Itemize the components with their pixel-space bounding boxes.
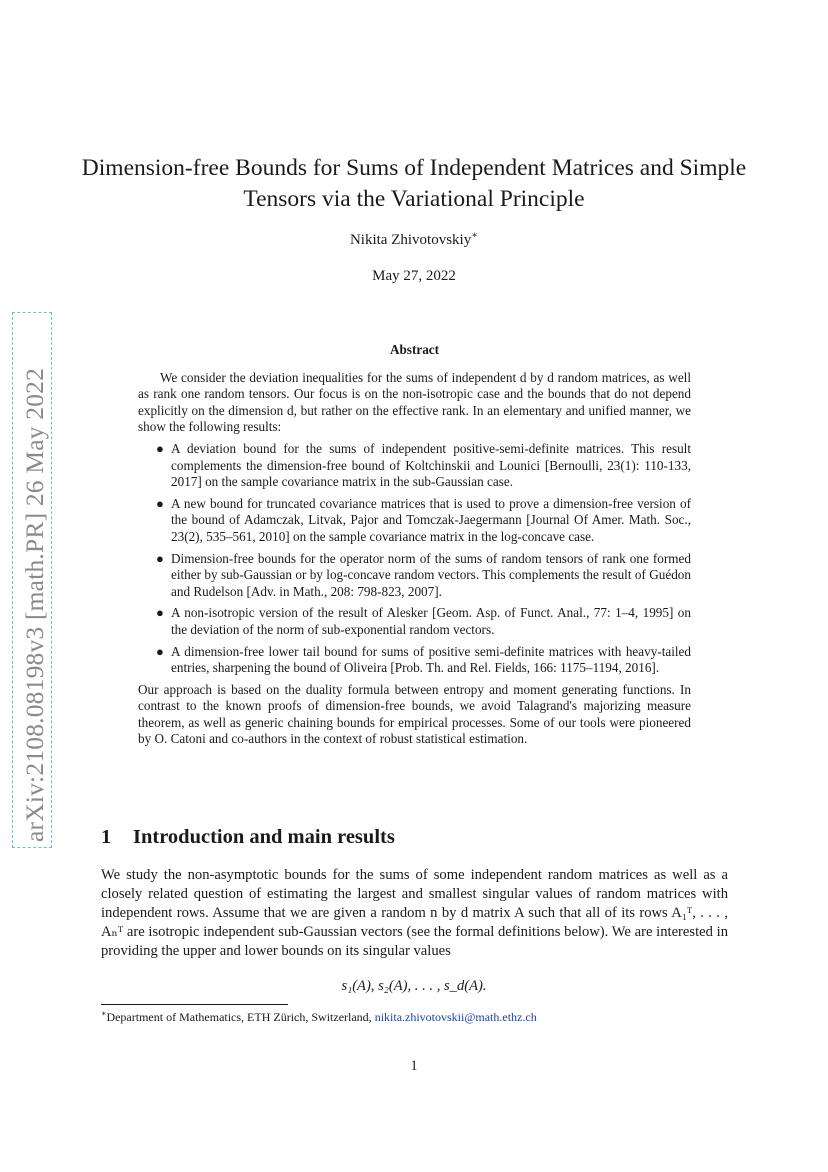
- footnote: [101, 1010, 537, 1025]
- intro-paragraph: We study the non-asymptotic bounds for the sums of some independent random matrices as well as a closely related question of estimating the largest and smallest singular values of random matrices with independent rows. Assume that we are given a random n by d matrix A such that all of its rows A₁ᵀ, . . . , Aₙᵀ are isotropic independent sub-Gaussian vectors (see the formal definitions below). We are interested in providing the upper and lower bounds on its singular values: [101, 867, 728, 959]
- footnote-rule: [101, 1004, 288, 1005]
- abstract: [138, 342, 691, 748]
- email-link[interactable]: nikita.zhivotovskii@math.ethz.ch: [374, 1010, 537, 1024]
- footnote-text: Department of Mathematics, ETH Zürich, Switzerland,: [106, 1010, 375, 1024]
- author-footnote-mark: ∗: [471, 230, 479, 241]
- list-item: ● A non-isotropic version of the result of Alesker [Geom. Asp. of Funct. Anal., 77: 1–4, 1995] on the deviation of the norm of sub-exponential random vectors.: [156, 605, 691, 637]
- list-item: ● A new bound for truncated covariance matrices that is used to prove a dimension-free version of the bound of Adamczak, Litvak, Pajor and Tomczak-Jaegermann [Journal Of Amer. Math. Soc., 23(2), 535–561, 2010] on the sample covariance matrix in the log-concave case.: [156, 495, 691, 544]
- list-item: ● Dimension-free bounds for the operator norm of the sums of random tensors of rank one formed either by sub-Gaussian or by log-concave random vectors. This complements the result of Guédon and Rudelson [Adv. in Math., 208: 798-823, 2007].: [156, 550, 691, 599]
- list-item: ● A deviation bound for the sums of independent positive-semi-definite matrices. This result complements the dimension-free bound of Koltchinskii and Lounici [Bernoulli, 23(1): 110-133, 2017] on the sample covariance matrix in the sub-Gaussian case.: [156, 440, 691, 490]
- section-title: Introduction and main results: [133, 826, 395, 848]
- section-heading: [101, 826, 395, 849]
- bullet-icon: ●: [156, 440, 164, 456]
- footnote-mark: ∗: [101, 1009, 107, 1018]
- bullet-icon: ●: [156, 495, 164, 511]
- bullet-icon: ●: [156, 550, 164, 566]
- abstract-intro: We consider the deviation inequalities for the sums of independent d by d random matrices, as well as rank one random tensors. Our focus is on the non-isotropic case and the bounds that do not depend explicitly on the dimension d, but rather on the effective rank. In an elementary and unified manner, we show the following results:: [138, 369, 691, 435]
- author-line: [0, 232, 828, 249]
- paper-date: May 27, 2022: [372, 268, 456, 284]
- list-item: ● A dimension-free lower tail bound for sums of positive semi-definite matrices with heavy-tailed entries, sharpening the bound of Oliveira [Prob. Th. and Rel. Fields, 166: 1175–1194, 2016].: [156, 643, 691, 676]
- paper-title: Dimension-free Bounds for Sums of Independent Matrices and Simple Tensors via the Variational Principle: [81, 155, 747, 212]
- abstract-heading: Abstract: [389, 342, 440, 357]
- bullet-icon: ●: [156, 605, 164, 621]
- abstract-results-list: [138, 441, 691, 677]
- section-number: 1: [101, 826, 112, 848]
- arxiv-watermark: arXiv:2108.08198v3 [math.PR] 26 May 2022: [20, 367, 49, 842]
- author-name: Nikita Zhivotovskiy: [349, 232, 472, 248]
- abstract-closing: Our approach is based on the duality formula between entropy and moment generating functions. In contrast to the known proofs of dimension-free bounds, we avoid Talagrand's majorizing measure theorem, as well as generic chaining bounds for empirical processes. Some of our tools were pioneered by O. Catoni and co-authors in the context of robust statistical estimation.: [138, 681, 691, 747]
- bullet-icon: ●: [156, 643, 164, 659]
- page-number: 1: [410, 1058, 418, 1074]
- display-equation: s₁(A), s₂(A), . . . , s_d(A).: [341, 978, 487, 994]
